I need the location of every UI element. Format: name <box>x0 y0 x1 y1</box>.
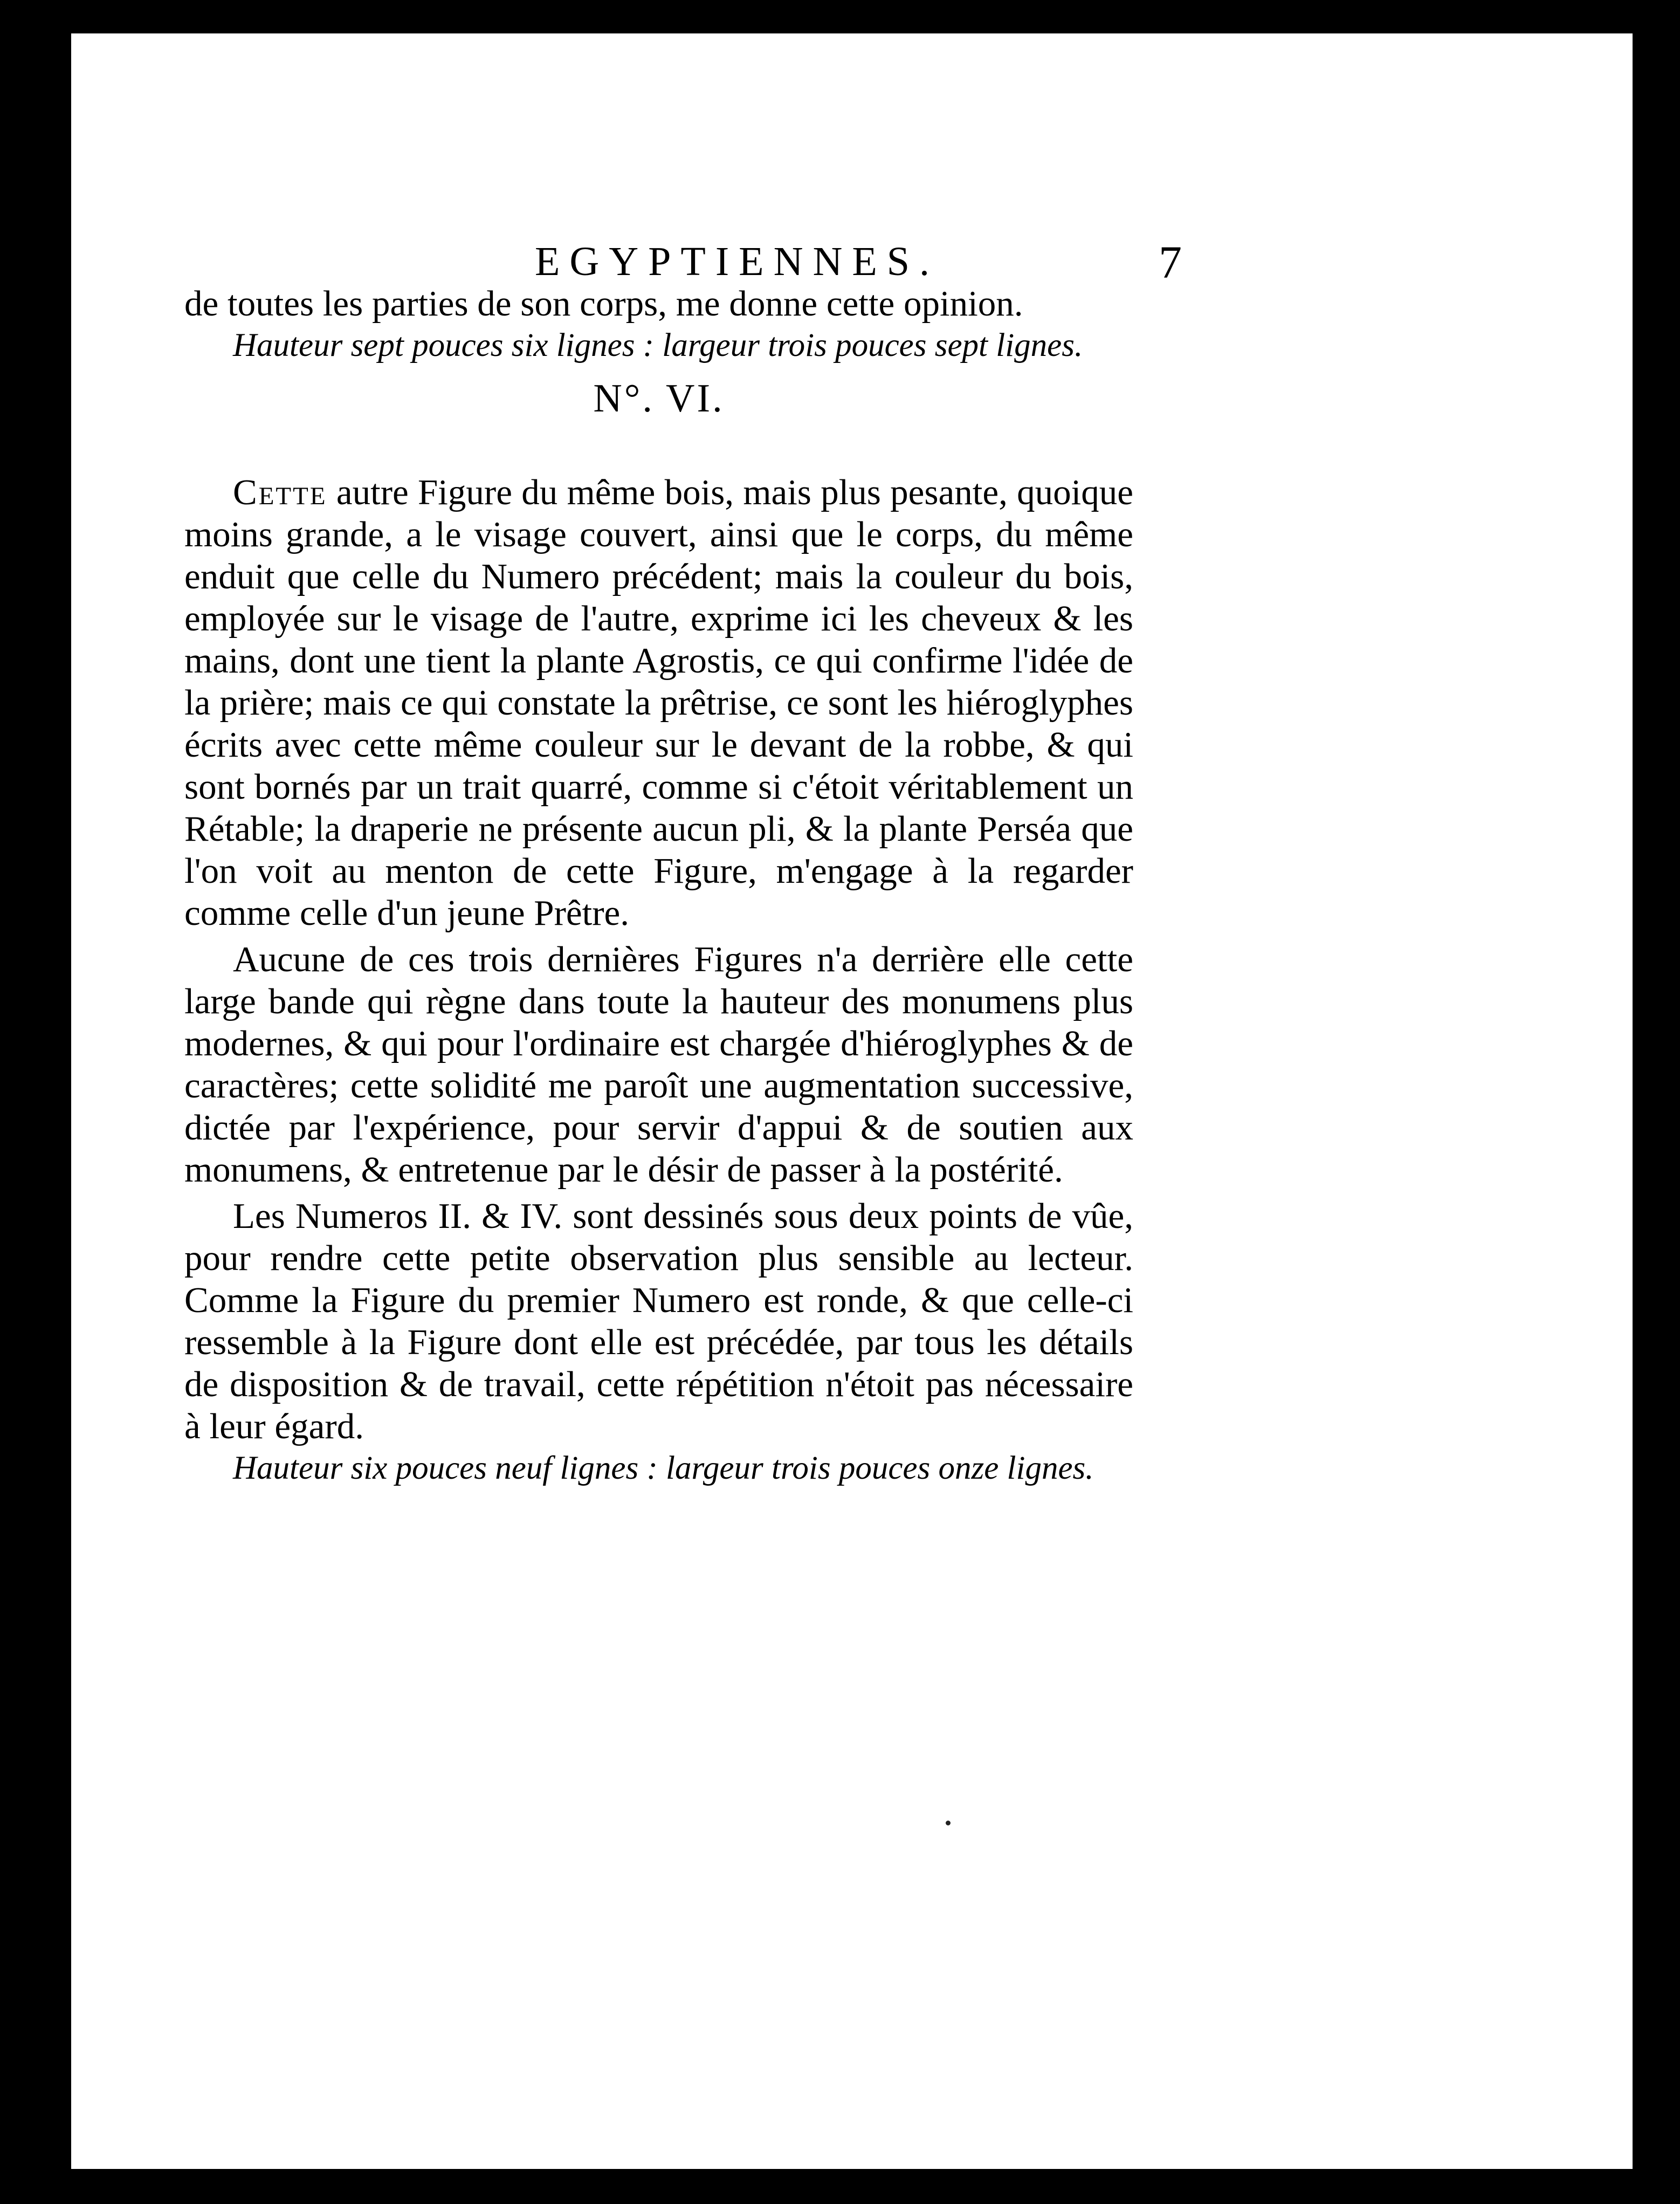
book-page <box>71 33 1633 2169</box>
page-body <box>184 283 1133 1489</box>
paragraph-1 <box>184 471 1133 934</box>
running-title: EGYPTIENNES. <box>534 239 940 284</box>
paragraph-1-opening-word: Cette <box>233 472 327 512</box>
page-header <box>395 238 1182 287</box>
continuation-line: de toutes les parties de son corps, me donne cette opinion. <box>184 284 1023 324</box>
paragraph-2: Aucune de ces trois dernières Figures n'a derrière elle cette large bande qui règne dans toute la hauteur des monumens plus modernes, & qui pour l'ordinaire est chargée d'hiéroglyphes & de caractères; cette solidité me paroît une augmentation successive, dictée par l'expérience, pour servir d'appui & de soutien aux monumens, & entretenue par le désir de passer à la postérité. <box>184 939 1133 1190</box>
page-number: 7 <box>1159 236 1182 288</box>
ink-speck <box>946 1821 951 1825</box>
section-heading: N°. VI. <box>593 376 725 421</box>
dimensions-note-1: Hauteur sept pouces six lignes : largeur trois pouces sept lignes. <box>233 327 1083 363</box>
paragraph-3: Les Numeros II. & IV. sont dessinés sous deux points de vûe, pour rendre cette petite observation plus sensible au lecteur. Comme la Figure du premier Numero est ronde, & que celle-ci ressemble à la Figure dont elle est précédée, par tous les détails de disposition & de travail, cette répétition n'étoit pas nécessaire à leur égard. <box>184 1196 1133 1446</box>
dimensions-note-2: Hauteur six pouces neuf lignes : largeur trois pouces onze lignes. <box>233 1450 1094 1486</box>
paragraph-1-text: autre Figure du même bois, mais plus pesante, quoique moins grande, a le visage couvert, ainsi que le corps, du même enduit que celle du Numero précédent; mais la couleur du bois, employée sur le visage de l'autre, exprime ici les cheveux & les mains, dont une tient la plante Agrostis, ce qui confirme l'idée de la prière; mais ce qui constate la prêtrise, ce sont les hiéroglyphes écrits avec cette même couleur sur le devant de la robbe, & qui sont bornés par un trait quarré, comme si c'étoit véritablement un Rétable; la draperie ne présente aucun pli, & la plante Perséa que l'on voit au menton de cette Figure, m'engage à la regarder comme celle d'un jeune Prêtre. <box>184 472 1133 933</box>
